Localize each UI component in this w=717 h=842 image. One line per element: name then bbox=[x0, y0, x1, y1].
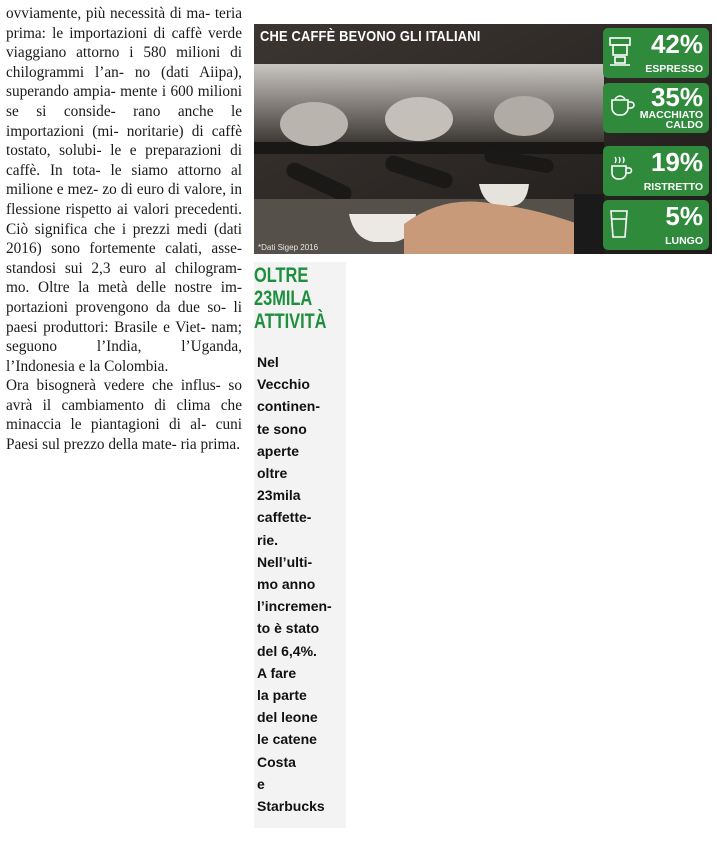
hot-cup-icon bbox=[609, 155, 633, 183]
article-paragraph-1: ovviamente, più necessità di ma- teria prima: le importazioni di caffè verde viaggiano attorno i 580 milioni di chilogrammi l’an- no (dati Aiipa), superando ampia- mente i 600 milioni se si conside- rano anche le importazioni (mi- noritarie) di caffè tostato, solubi- le e preparazioni di caffè. In tota- le siamo attorno al milione e mez- zo di euro di valore, in flessione rispetto ai valori precedenti. Ciò significa che i prezzi medi (dati 2016) sono fortemente calati, asse- standosi sui 2,3 euro al chilogram- mo. Oltre la metà delle nostre im- portazioni provengono da due so- li paesi produttori: Brasile e Viet- nam; seguono l’India, l’Uganda, l’Indonesia e la Colombia. bbox=[6, 5, 243, 375]
stat-card-ristretto bbox=[603, 146, 709, 196]
stat-label: MACCHIATO CALDO bbox=[639, 109, 703, 131]
sidebar-heading: OLTRE 23MILA ATTIVITÀ bbox=[254, 264, 327, 333]
stat-percent: 35% bbox=[650, 83, 703, 112]
article-column bbox=[6, 4, 242, 455]
stat-percent: 42% bbox=[650, 29, 703, 59]
stat-percent: 19% bbox=[650, 147, 703, 177]
infographic-title: CHE CAFFÈ BEVONO GLI ITALIANI bbox=[260, 28, 481, 45]
tall-glass-icon bbox=[609, 209, 629, 239]
source-note: *Dati Sigep 2016 bbox=[258, 243, 319, 252]
coffee-infographic bbox=[254, 24, 712, 254]
stat-label: RISTRETTO bbox=[643, 181, 703, 193]
stat-card-espresso bbox=[603, 28, 709, 78]
sidebar-box bbox=[254, 262, 346, 828]
article-paragraph-2: Ora bisognerà vedere che influs- so avrà il cambiamento di clima che minaccia le piantagioni di al- cuni Paesi sul prezzo della mate- ria prima. bbox=[6, 377, 243, 454]
stat-card-lungo bbox=[603, 200, 709, 250]
stat-percent: 5% bbox=[665, 201, 703, 231]
sidebar-body: Nel Vecchio continen- te sono aperte oltre 23mila caffette- rie. Nell’ulti- mo anno l’incremen- to è stato del 6,4%. A fare la parte del leone le catene Costa e Starbucks bbox=[257, 354, 332, 815]
stat-label: LUNGO bbox=[665, 235, 703, 247]
stat-label: ESPRESSO bbox=[645, 63, 703, 75]
espresso-machine-icon bbox=[609, 37, 631, 67]
stat-card-macchiato bbox=[603, 83, 709, 133]
